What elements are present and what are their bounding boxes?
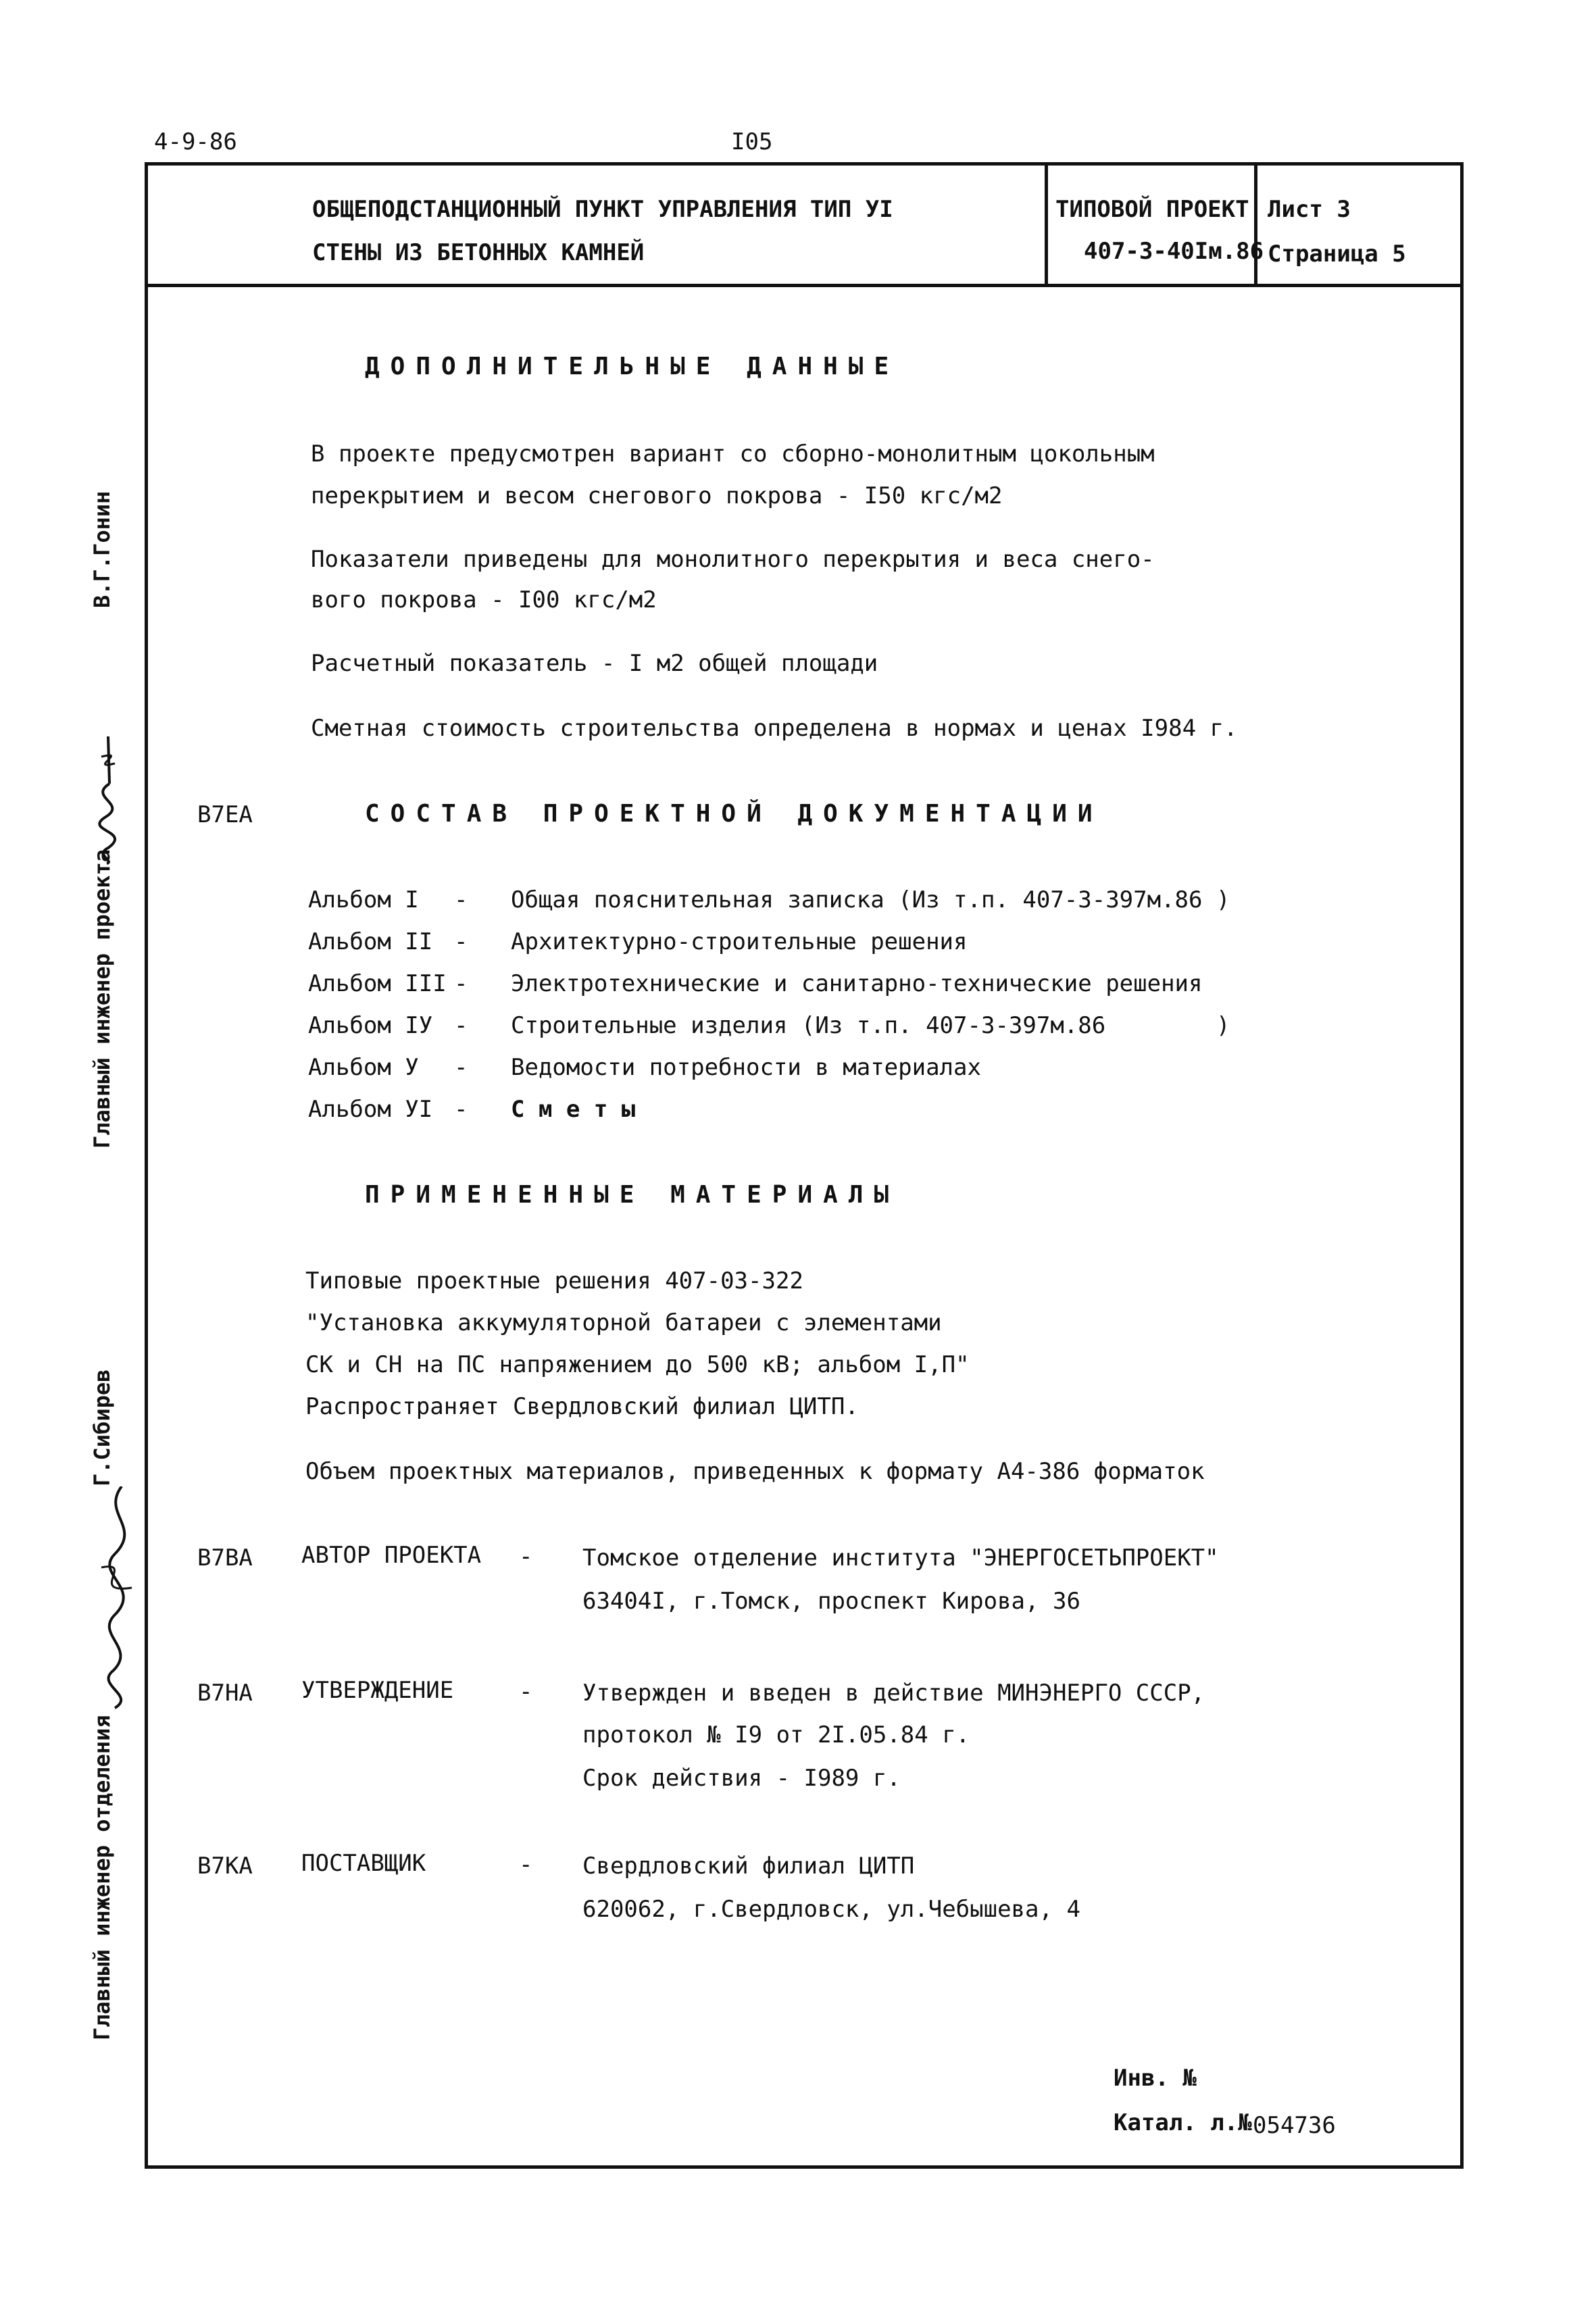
approval-label: УТВЕРЖДЕНИЕ xyxy=(301,1677,454,1704)
additional-text: вого покрова - I00 кгс/м2 xyxy=(311,586,657,613)
catalog-number: 054736 xyxy=(1253,2112,1336,2139)
engineer-name-2: Г.Сибирев xyxy=(89,1369,115,1486)
additional-text: Показатели приведены для монолитного перекрытия и веса снего- xyxy=(311,546,1155,573)
album-description: Общая пояснительная записка (Из т.п. 407-3-397м.86 xyxy=(511,886,1203,913)
title-block-separator xyxy=(1254,162,1257,285)
album-dash: - xyxy=(454,886,468,913)
signature-2 xyxy=(74,1486,155,1709)
author-text: Томское отделение института "ЭНЕРГОСЕТЬПРОЕКТ" xyxy=(582,1544,1219,1571)
materials-text: Распространяет Свердловский филиал ЦИТП. xyxy=(305,1393,859,1420)
supplier-text: Свердловский филиал ЦИТП xyxy=(582,1853,915,1880)
album-description: Архитектурно-строительные решения xyxy=(511,928,968,955)
album-description: Электротехнические и санитарно-технические решения xyxy=(511,970,1203,997)
engineer-title-2: Главный инженер отделения xyxy=(89,1715,115,2040)
album-dash: - xyxy=(454,970,468,997)
supplier-label: ПОСТАВЩИК xyxy=(301,1850,426,1877)
album-description: Ведомости потребности в материалах xyxy=(511,1054,981,1081)
section-code: В7ЕА xyxy=(197,801,253,828)
page-number: I05 xyxy=(731,128,773,155)
album-name: Альбом IУ xyxy=(308,1012,433,1039)
materials-text: СК и СН на ПС напряжением до 500 кВ; альбом I,П" xyxy=(305,1351,970,1378)
engineer-name-1: В.Г.Гонин xyxy=(89,491,115,608)
section-code: В7КА xyxy=(197,1853,253,1880)
album-name: Альбом У xyxy=(308,1054,419,1081)
title-block-separator xyxy=(1045,162,1048,285)
author-label: АВТОР ПРОЕКТА xyxy=(301,1542,482,1569)
materials-volume: Объем проектных материалов, приведенных к формату А4-386 форматок xyxy=(305,1458,1205,1485)
section-code: В7ВА xyxy=(197,1544,253,1571)
author-dash: - xyxy=(519,1543,533,1570)
inventory-label: Инв. № xyxy=(1114,2065,1197,2092)
album-close: ) xyxy=(1216,1012,1230,1039)
title-line-2: СТЕНЫ ИЗ БЕТОННЫХ КАМНЕЙ xyxy=(312,239,645,266)
album-name: Альбом III xyxy=(308,970,447,997)
additional-text: В проекте предусмотрен вариант со сборно-монолитным цокольным xyxy=(311,441,1155,468)
project-number: 407-3-40Iм.86 xyxy=(1084,238,1264,265)
album-description: С м е т ы xyxy=(511,1096,636,1123)
album-description: Строительные изделия (Из т.п. 407-3-397м.86 xyxy=(511,1012,1106,1039)
section-heading-composition: СОСТАВ ПРОЕКТНОЙ ДОКУМЕНТАЦИИ xyxy=(365,800,1103,828)
approval-text: Утвержден и введен в действие МИНЭНЕРГО СССР, xyxy=(582,1680,1205,1707)
section-code: В7НА xyxy=(197,1680,253,1707)
album-dash: - xyxy=(454,928,468,955)
album-name: Альбом I xyxy=(308,886,419,913)
engineer-title-1: Главный инженер проекта xyxy=(89,849,115,1149)
album-name: Альбом II xyxy=(308,928,433,955)
document-code: 4-9-86 xyxy=(154,128,237,155)
album-close: ) xyxy=(1216,886,1230,913)
page-label: Страница 5 xyxy=(1268,241,1406,268)
title-block-divider xyxy=(145,284,1464,287)
materials-text: Типовые проектные решения 407-03-322 xyxy=(305,1267,803,1294)
additional-text: Расчетный показатель - I м2 общей площади xyxy=(311,650,878,677)
materials-text: "Установка аккумуляторной батареи с элементами xyxy=(305,1309,942,1336)
approval-text: протокол № I9 от 2I.05.84 г. xyxy=(582,1721,970,1749)
signature-1 xyxy=(68,730,142,865)
author-text: 63404I, г.Томск, проспект Кирова, 36 xyxy=(582,1588,1080,1615)
title-line-1: ОБЩЕПОДСТАНЦИОННЫЙ ПУНКТ УПРАВЛЕНИЯ ТИП УI xyxy=(312,196,893,223)
catalog-label: Катал. л.№ xyxy=(1114,2109,1252,2136)
approval-dash: - xyxy=(519,1678,533,1705)
approval-text: Срок действия - I989 г. xyxy=(582,1765,901,1792)
additional-text: перекрытием и весом снегового покрова - I50 кгс/м2 xyxy=(311,482,1003,509)
project-label: ТИПОВОЙ ПРОЕКТ xyxy=(1055,196,1249,223)
album-dash: - xyxy=(454,1096,468,1123)
supplier-dash: - xyxy=(519,1851,533,1878)
section-heading-materials: ПРИМЕНЕННЫЕ МАТЕРИАЛЫ xyxy=(365,1181,900,1209)
additional-text: Сметная стоимость строительства определена в нормах и ценах I984 г. xyxy=(311,715,1238,742)
album-name: Альбом УI xyxy=(308,1096,433,1123)
album-dash: - xyxy=(454,1012,468,1039)
sheet-number: Лист 3 xyxy=(1268,196,1351,223)
album-dash: - xyxy=(454,1054,468,1081)
supplier-text: 620062, г.Свердловск, ул.Чебышева, 4 xyxy=(582,1896,1080,1923)
section-heading-additional: ДОПОЛНИТЕЛЬНЫЕ ДАННЫЕ xyxy=(365,353,900,380)
